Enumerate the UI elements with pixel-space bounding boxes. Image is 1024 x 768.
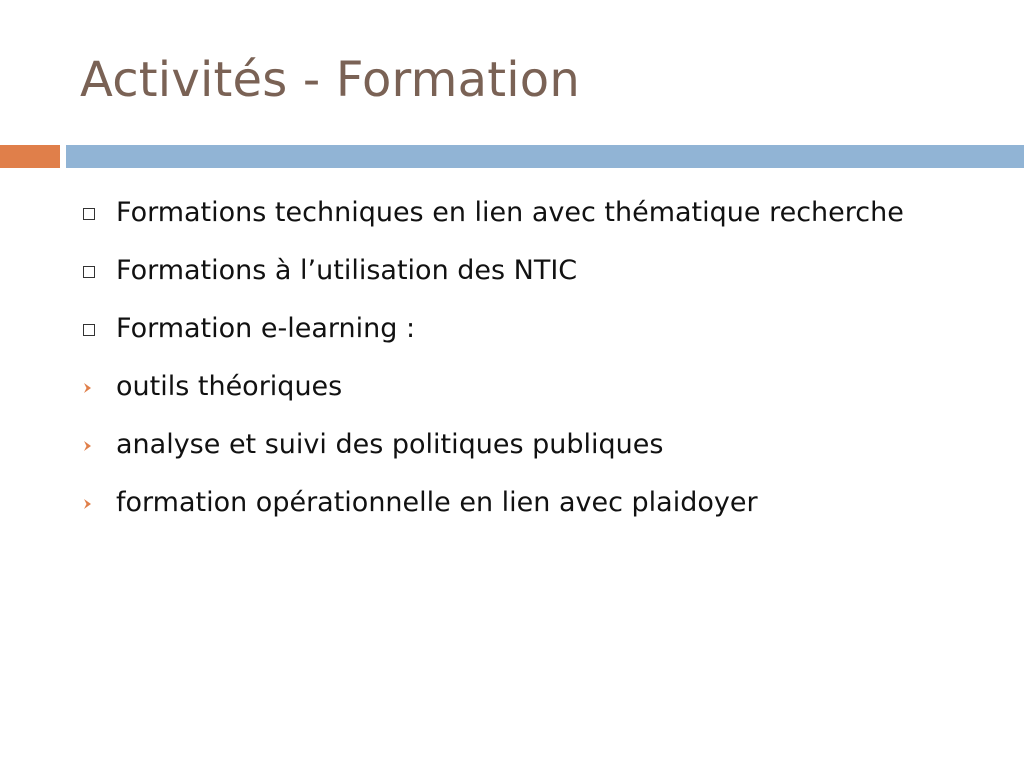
bullet-text: formation opérationnelle en lien avec plaidoyer bbox=[116, 487, 758, 518]
main-divider-bar bbox=[66, 145, 1024, 168]
bullet-list bbox=[80, 192, 960, 540]
square-bullet-icon bbox=[83, 266, 95, 278]
bullet-text: Formations à l’utilisation des NTIC bbox=[116, 255, 578, 286]
bullet-text: Formation e-learning : bbox=[116, 313, 416, 344]
square-bullet-icon bbox=[83, 324, 95, 336]
bullet-text: outils théoriques bbox=[116, 371, 343, 402]
arrow-bullet-icon bbox=[80, 438, 96, 454]
list-item bbox=[80, 366, 960, 408]
bullet-text: analyse et suivi des politiques publiques bbox=[116, 429, 664, 460]
list-item bbox=[80, 308, 960, 350]
list-item bbox=[80, 250, 960, 292]
slide-title: Activités - Formation bbox=[80, 52, 580, 108]
square-bullet-icon bbox=[83, 208, 95, 220]
arrow-bullet-icon bbox=[80, 380, 96, 396]
arrow-bullet-icon bbox=[80, 496, 96, 512]
bullet-text: Formations techniques en lien avec thématique recherche bbox=[116, 197, 904, 228]
accent-divider-bar bbox=[0, 145, 60, 168]
list-item bbox=[80, 482, 960, 524]
list-item bbox=[80, 192, 960, 234]
list-item bbox=[80, 424, 960, 466]
